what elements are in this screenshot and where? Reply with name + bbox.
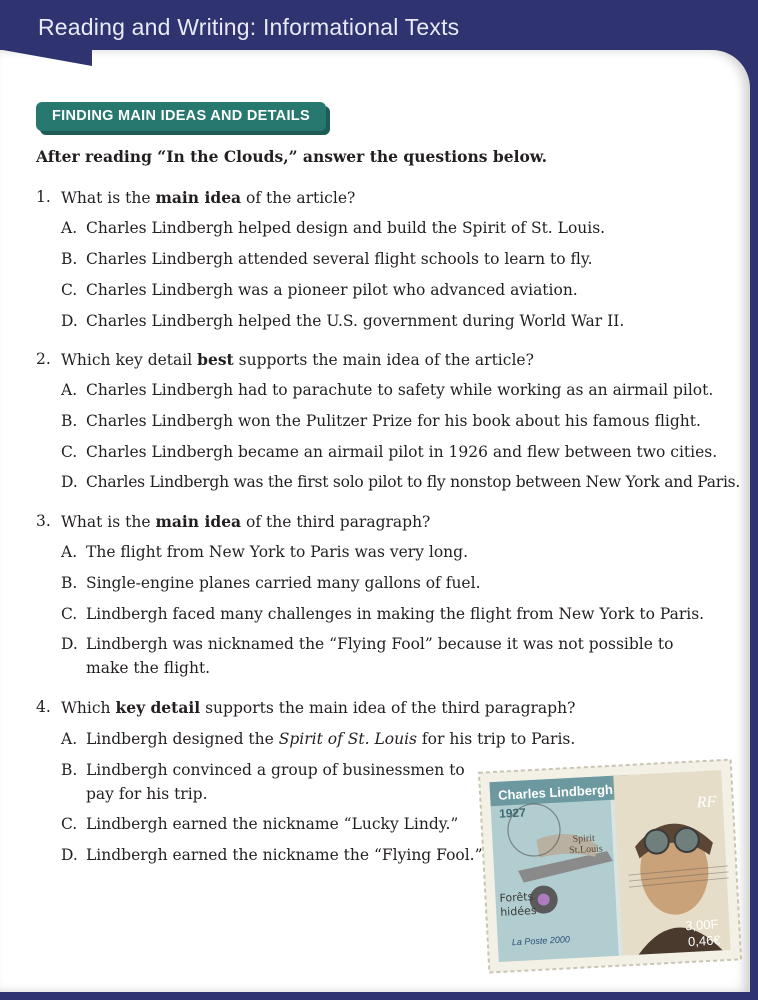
question-text: What is the main idea of the article? [61, 188, 356, 207]
stamp-issuer: La Poste 2000 [511, 934, 571, 948]
stamp-caption-1: Forêts [499, 890, 534, 905]
question-text: What is the main idea of the third paragraph? [61, 512, 431, 531]
stamp-value-franc: 3,00F [684, 916, 719, 934]
question-number: 4. [36, 698, 51, 716]
stamp-year: 1927 [498, 805, 527, 821]
stamp-caption-2: hidées [499, 903, 537, 919]
footer-band [0, 992, 758, 1000]
stamp-plane-label-2: St.Louis [568, 843, 604, 857]
goggles-right [674, 827, 699, 852]
question-text: Which key detail supports the main idea of the third paragraph? [61, 698, 576, 717]
stamp-plane-label-1: Spirit [572, 832, 596, 845]
stamp-value-euro: 0,46€ [687, 932, 721, 950]
section-badge: FINDING MAIN IDEAS AND DETAILS [36, 102, 326, 131]
goggles-left [644, 829, 669, 854]
question-number: 2. [36, 350, 51, 368]
stamp-country: RF [696, 793, 717, 812]
lindbergh-stamp [478, 756, 744, 976]
page-title: Reading and Writing: Informational Texts [38, 14, 460, 40]
question-number: 3. [36, 512, 51, 530]
stamp-name: Charles Lindbergh [497, 781, 614, 803]
instructions: After reading “In the Clouds,” answer the questions below. [36, 147, 548, 166]
question-text: Which key detail best supports the main idea of the article? [61, 350, 534, 369]
question-number: 1. [36, 188, 51, 206]
